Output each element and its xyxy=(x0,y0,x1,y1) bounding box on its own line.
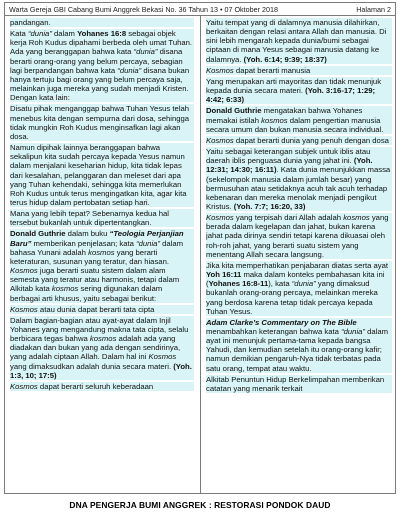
text: dalam xyxy=(51,29,78,39)
paragraph xyxy=(206,147,392,211)
term: “dunia” xyxy=(117,65,142,75)
term: kosmos xyxy=(51,284,79,294)
text: yang dimaksud bukanlah orang-orang percaya, melainkan mereka yang berdosa karena tetap tidak percaya kepada Tuhan Yesus. xyxy=(206,279,378,316)
term: Kosmos xyxy=(10,266,38,276)
term: kosmos xyxy=(89,334,117,344)
newsletter-page xyxy=(4,2,396,494)
paragraph: Alkitab Penuntun Hidup Berkelimpahan memberikan catatan yang menarik terkait xyxy=(206,375,392,393)
subheading xyxy=(10,382,194,391)
text: Yaitu tempat yang di dalamnya manusia dilahirkan, berkaitan dengan relasi antara Allah dan manusia. Di sini lebih mengarah kepada dunia/bumi sebagai ciptaan di mana Yesus sebagai manusia datang ke dalamnya. xyxy=(206,18,387,64)
scripture-ref: (Yoh. 6:14; 9:39; 18:37) xyxy=(243,54,327,64)
paragraph xyxy=(10,29,194,102)
paragraph xyxy=(206,106,392,133)
text: pandangan. xyxy=(10,18,51,27)
term: “dunia” xyxy=(291,279,316,289)
text: yang dimaksudkan adalah dunia secara materi. xyxy=(10,361,174,371)
scripture-ref: (Yoh. 3:16-17; 1:29; 4:42; 6:33) xyxy=(206,86,376,105)
text: Kata xyxy=(10,29,28,39)
author-name: Donald Guthrie xyxy=(10,229,66,239)
paragraph: Disatu pihak menganggap bahwa Tuhan Yesus telah menebus kita dengan sempurna dari dosa, sehingga tidak mungkin Roh Kudus menginsafkan lagi akan dosa. xyxy=(10,104,194,141)
text: dapat berarti seluruh keberadaan xyxy=(37,381,154,391)
text: yang terpisah dari Allah adalah xyxy=(233,213,344,223)
text: juga berarti suatu sistem dalam alam semesta yang teratur atau harmonis, tetapi dalam Alkitab kata xyxy=(10,266,180,294)
text: sering digunakan dalam berbagai arti khusus, yaitu sebagai berikut: xyxy=(10,284,163,303)
subheading xyxy=(206,66,392,75)
term: kosmos xyxy=(343,213,370,223)
paragraph xyxy=(10,18,194,27)
term: Kosmos xyxy=(10,381,38,391)
page-footer: DNA PENGERJA BUMI ANGGREK : RESTORASI PONDOK DAUD xyxy=(69,500,331,510)
text: disana berarti orang-orang yang belum percaya, sebagian lagi berpandangan bahwa kata xyxy=(10,47,183,75)
term: kosmos xyxy=(88,247,115,257)
paragraph: Namun dipihak lainnya beranggapan bahwa sekalipun kita sudah percaya kepada Yesus namun dalam menjalani keseharian hidup, kita tidak lepas dari kesalahan, pelanggaran dan meleset dari apa yang Tuhan kehendaki, sehingga kita memerlukan Roh Kudus untuk terus mengingatkan kita, agar kita terus hidup dalam pertobatan setiap hari. xyxy=(10,143,194,207)
header-publication-info: Warta Gereja GBI Cabang Bumi Anggrek Bekasi No. 36 Tahun 13 • 07 Oktober 2018 xyxy=(9,5,279,14)
text: Dalam bagian-bagian atau ayat-ayat dalam Injil Yohanes yang mengandung makna tata cipta, selalu berbicara tegas bahwa xyxy=(10,315,189,344)
text: yang berarti keteraturan, susunan yang teratur, dan hiasan. xyxy=(10,247,169,266)
subheading xyxy=(10,305,194,314)
text: dalam ayat ini menunjuk pertama-tama kepada bangsa Yahudi, dan kemudian setelah itu orang-orang kafir; namun demikian pengaruh-Nya tidak terbatas pada satu orang, tempat atau waktu. xyxy=(206,327,389,373)
text: sebagai objek kerja Roh Kudus dipahami berbeda oleh umat Tuhan. Ada yang beranggapan bahwa kata xyxy=(10,29,193,57)
paragraph xyxy=(10,316,194,380)
paragraph xyxy=(206,18,392,64)
right-column xyxy=(206,18,392,490)
paragraph xyxy=(206,261,392,316)
term: kosmos xyxy=(261,115,288,125)
text: dalam bahasa Yunani adalah xyxy=(10,238,184,257)
text: dapat berarti manusia xyxy=(233,65,311,75)
term: “dunia” xyxy=(341,327,365,336)
term: “dunia” xyxy=(136,238,160,248)
text: Yang merupakan arti mayoritas dan tidak menunjuk kepada dunia secara materi. xyxy=(206,76,382,96)
paragraph: Mana yang lebih tepat? Sebenarnya kedua hal tersebut bukanlah untuk dipertentangkan. xyxy=(10,209,194,227)
paragraph xyxy=(206,318,392,373)
term: Kosmos xyxy=(206,65,234,75)
scripture-ref: Yohanes 16:8-11 xyxy=(208,279,269,289)
subheading xyxy=(206,136,392,145)
text: disana bukan hanya tertuju bagi orang yang belum percaya saja, melainkan juga mereka yang sudah menjadi Kristen. Dengan kata lain: xyxy=(10,65,190,103)
text: mengatakan bahwa Yohanes memakai istilah xyxy=(206,106,363,125)
text: dalam pengertian manusia secara umum dan bukan manusia secara individual. xyxy=(206,115,384,134)
book-title: “Teologia Perjanjian Baru” xyxy=(10,229,184,248)
paragraph xyxy=(206,213,392,259)
book-title: Adam Clarke’s Commentary on The Bible xyxy=(206,317,357,327)
text: . Kata dunia menunjukkan massa (sekelompok manusia dalam jumlah besar) yang bermusuhan atau setidaknya acuh tak acuh terhadap kebenaran dan mereka menolak menjadi pengikut Kristus. xyxy=(206,165,391,211)
author-name: Donald Guthrie xyxy=(206,106,262,116)
paragraph xyxy=(10,229,194,302)
term: Kosmos xyxy=(206,135,234,145)
scripture-ref: Yoh 16:11 xyxy=(206,270,242,280)
scripture-ref: Yohanes 16:8 xyxy=(77,29,127,39)
text: ), kata xyxy=(268,279,292,289)
term: Kosmos xyxy=(206,213,234,223)
term: “dunia” xyxy=(133,47,158,57)
page-header xyxy=(5,3,395,16)
term: “dunia” xyxy=(27,29,52,39)
text: yang berada dalam kegelapan dan jahat, bukan karena jahat pada dirinya sendiri tetapi karena dikuasai oleh roh-roh jahat, yang berarti suatu sistem yang menentang Allah secara langsung. xyxy=(206,213,389,259)
text: maka dalam konteks pembahasan kita ini ( xyxy=(206,270,385,289)
term: Kosmos xyxy=(148,352,177,362)
scripture-ref: (Yoh. 1:3, 10; 17:5) xyxy=(10,361,192,380)
header-page-number: Halaman 2 xyxy=(356,5,391,14)
text: dalam buku xyxy=(65,229,110,239)
paragraph xyxy=(206,77,392,104)
column-divider xyxy=(200,16,201,493)
text: Jika kita memperhatikan penjabaran diatas serta ayat xyxy=(206,260,389,270)
text: menambahkan keterangan bahwa kata xyxy=(206,327,342,336)
left-column xyxy=(10,18,194,490)
text: memberikan penjelasan; kata xyxy=(31,238,137,248)
text: dapat berarti dunia yang penuh dengan dosa xyxy=(233,135,389,145)
text: adalah ada yang diadakan dan bukan yang ada dengan sendirinya, yang adalah ciptaan Allah. Dalam hal ini xyxy=(10,334,181,362)
scripture-ref: (Yoh. 12:31; 14:30; 16:11) xyxy=(206,156,373,175)
scripture-ref: (Yoh. 7:7; 16:20, 33) xyxy=(233,201,306,211)
text: atau dunia dapat berarti tata cipta xyxy=(37,304,155,314)
text: Yaitu sebagai keterangan subjek untuk iblis atau daerah iblis penguasa dunia yang jahat ini. xyxy=(206,147,371,166)
term: Kosmos xyxy=(10,304,38,314)
